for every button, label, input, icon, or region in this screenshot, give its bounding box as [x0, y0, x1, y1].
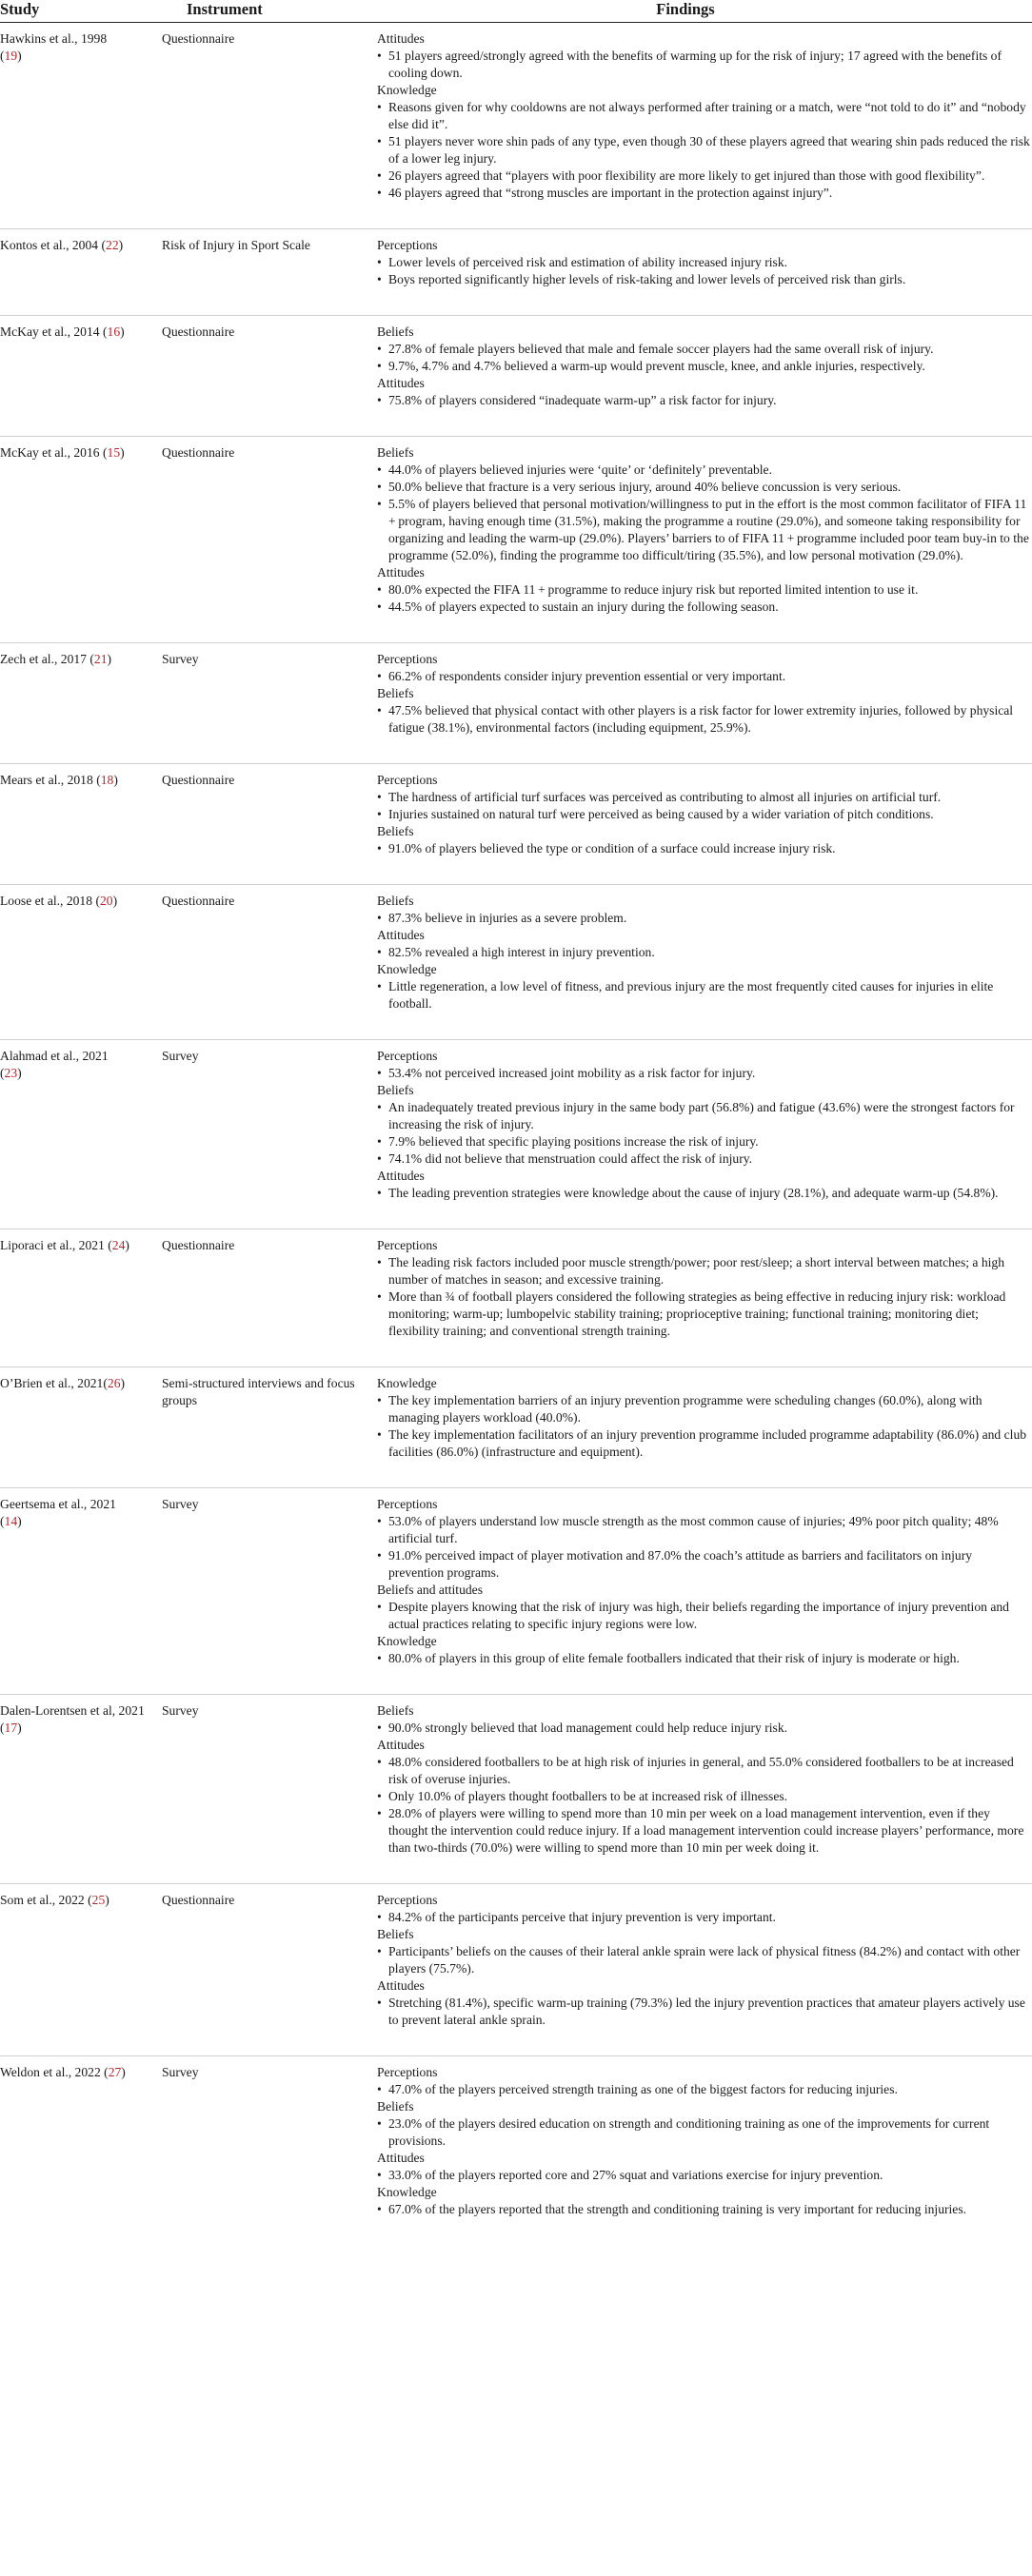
finding-item: • 47.0% of the players perceived strength training as one of the biggest factors for reducing injuries.	[377, 2081, 1030, 2098]
instrument-cell: Questionnaire	[162, 324, 235, 339]
finding-item: • 23.0% of the players desired education on strength and conditioning training as one of the improvements for current provisions.	[377, 2115, 1030, 2150]
study-citation: Weldon et al., 2022	[0, 2065, 101, 2079]
reference-number[interactable]: 23	[4, 1066, 18, 1080]
reference-link[interactable]: (25)	[88, 1893, 109, 1907]
reference-link[interactable]: (21)	[89, 652, 112, 666]
finding-section-heading: Perceptions	[377, 773, 438, 787]
study-cell	[0, 229, 162, 316]
finding-item: • The key implementation facilitators of an injury prevention programme included programme adaptability (86.0%) and club facilities (86.0%) (infrastructure and equipment).	[377, 1426, 1030, 1461]
finding-item: • 67.0% of the players reported that the strength and conditioning training is very important for reducing injuries.	[377, 2201, 1030, 2218]
finding-section-heading: Perceptions	[377, 1497, 438, 1511]
table-body	[0, 23, 1032, 2246]
instrument-cell: Survey	[162, 1703, 199, 1718]
finding-section-heading: Attitudes	[377, 565, 425, 580]
reference-number[interactable]: 25	[91, 1893, 106, 1907]
finding-list	[377, 910, 1030, 927]
finding-list	[377, 462, 1030, 564]
study-cell	[0, 1488, 162, 1695]
finding-item: • 80.0% of players in this group of elite female footballers indicated that their risk of injury is moderate or high.	[377, 1650, 1030, 1667]
finding-section-heading: Knowledge	[377, 1376, 437, 1390]
reference-link[interactable]: (24)	[108, 1238, 129, 1252]
finding-section-heading: Perceptions	[377, 1893, 438, 1907]
reference-number[interactable]: 15	[107, 445, 121, 460]
reference-link[interactable]: (16)	[102, 324, 125, 339]
study-citation: Zech et al., 2017	[0, 652, 87, 666]
finding-item: • 50.0% believe that fracture is a very serious injury, around 40% believe concussion is very serious.	[377, 479, 1030, 496]
table-row	[0, 316, 1032, 437]
findings-cell	[377, 1367, 1032, 1488]
table-row	[0, 1884, 1032, 2056]
finding-section-heading: Beliefs	[377, 1703, 414, 1718]
finding-list	[377, 1754, 1030, 1857]
finding-item: • 90.0% strongly believed that load management could help reduce injury risk.	[377, 1720, 1030, 1737]
finding-list	[377, 99, 1030, 202]
finding-item: • 47.5% believed that physical contact with other players is a risk factor for lower extremity injuries, followed by physical fatigue (38.1%), environmental factors (including equipment, 25.9%).	[377, 702, 1030, 737]
study-cell	[0, 2056, 162, 2246]
finding-list	[377, 1943, 1030, 1977]
finding-item: • Injuries sustained on natural turf were perceived as being caused by a wider variation of pitch conditions.	[377, 806, 1030, 823]
study-cell	[0, 1229, 162, 1367]
finding-item: • 53.0% of players understand low muscle strength as the most common cause of injuries; 49% poor pitch quality; 48% artificial turf.	[377, 1513, 1030, 1547]
finding-list	[377, 789, 1030, 823]
study-citation: Som et al., 2022	[0, 1893, 85, 1907]
finding-item: • 44.0% of players believed injuries were ‘quite’ or ‘definitely’ preventable.	[377, 462, 1030, 479]
finding-section-heading: Beliefs	[377, 894, 414, 908]
finding-section-heading: Perceptions	[377, 238, 438, 252]
instrument-cell: Risk of Injury in Sport Scale	[162, 238, 310, 252]
finding-item: • 26 players agreed that “players with poor flexibility are more likely to get injured than those with good flexibility”.	[377, 167, 1030, 185]
reference-link[interactable]: (14)	[0, 1514, 22, 1528]
finding-section-heading: Attitudes	[377, 1978, 425, 1993]
finding-list	[377, 1650, 1030, 1667]
finding-section-heading: Attitudes	[377, 376, 425, 390]
finding-section-heading: Beliefs	[377, 324, 414, 339]
finding-list	[377, 840, 1030, 857]
finding-section-heading: Attitudes	[377, 928, 425, 942]
study-cell	[0, 316, 162, 437]
instrument-cell: Questionnaire	[162, 1238, 235, 1252]
study-citation: Geertsema et al., 2021	[0, 1497, 116, 1511]
finding-list	[377, 392, 1030, 409]
finding-item: • 91.0% perceived impact of player motivation and 87.0% the coach’s attitude as barriers and facilitators on injury prevention programs.	[377, 1547, 1030, 1582]
finding-list	[377, 1392, 1030, 1461]
instrument-cell: Semi-structured interviews and focus groups	[162, 1376, 355, 1407]
study-citation: Alahmad et al., 2021	[0, 1049, 109, 1063]
finding-item: • 9.7%, 4.7% and 4.7% believed a warm-up would prevent muscle, knee, and ankle injuries, respectively.	[377, 358, 1030, 375]
reference-number[interactable]: 26	[107, 1376, 121, 1390]
finding-list	[377, 2167, 1030, 2184]
finding-section-heading: Knowledge	[377, 1634, 437, 1648]
finding-item: • The key implementation barriers of an injury prevention programme were scheduling changes (60.0%), along with managing players workload (40.0%).	[377, 1392, 1030, 1426]
finding-item: • 7.9% believed that specific playing positions increase the risk of injury.	[377, 1133, 1030, 1150]
finding-list	[377, 978, 1030, 1013]
table-row	[0, 229, 1032, 316]
finding-item: • Participants’ beliefs on the causes of their lateral ankle sprain were lack of physical fitness (84.2%) and contact with other players (75.7%).	[377, 1943, 1030, 1977]
instrument-cell: Survey	[162, 1497, 199, 1511]
finding-item: • Lower levels of perceived risk and estimation of ability increased injury risk.	[377, 254, 1030, 271]
finding-list	[377, 48, 1030, 82]
finding-item: • 46 players agreed that “strong muscles are important in the protection against injury”.	[377, 185, 1030, 202]
table-row	[0, 23, 1032, 229]
finding-item: • The hardness of artificial turf surfaces was perceived as contributing to almost all injuries on artificial turf.	[377, 789, 1030, 806]
finding-item: • 91.0% of players believed the type or condition of a surface could increase injury risk.	[377, 840, 1030, 857]
findings-cell	[377, 1488, 1032, 1695]
finding-section-heading: Perceptions	[377, 2065, 438, 2079]
finding-section-heading: Attitudes	[377, 2151, 425, 2165]
study-cell	[0, 1884, 162, 2056]
study-cell	[0, 643, 162, 764]
reference-number[interactable]: 21	[93, 652, 108, 666]
findings-cell	[377, 229, 1032, 316]
finding-item: • 82.5% revealed a high interest in injury prevention.	[377, 944, 1030, 961]
findings-cell	[377, 23, 1032, 229]
table-row	[0, 643, 1032, 764]
study-cell	[0, 885, 162, 1040]
finding-section-heading: Beliefs and attitudes	[377, 1583, 483, 1597]
findings-cell	[377, 1884, 1032, 2056]
instrument-cell: Survey	[162, 2065, 199, 2079]
header-study: Study	[0, 0, 162, 23]
findings-cell	[377, 1040, 1032, 1229]
finding-list	[377, 702, 1030, 737]
finding-item: • 74.1% did not believe that menstruation could affect the risk of injury.	[377, 1150, 1030, 1168]
finding-section-heading: Beliefs	[377, 445, 414, 460]
finding-list	[377, 1720, 1030, 1737]
finding-item: • Only 10.0% of players thought footballers to be at increased risk of illnesses.	[377, 1788, 1030, 1805]
finding-list	[377, 2115, 1030, 2150]
table-row	[0, 764, 1032, 885]
study-cell	[0, 1040, 162, 1229]
study-citation: Dalen-Lorentsen et al, 2021	[0, 1703, 145, 1718]
finding-section-heading: Attitudes	[377, 1738, 425, 1752]
instrument-cell: Survey	[162, 652, 199, 666]
finding-section-heading: Knowledge	[377, 962, 437, 976]
finding-item: • Despite players knowing that the risk of injury was high, their beliefs regarding the importance of injury prevention and actual practices relating to specific injury regions were low.	[377, 1599, 1030, 1633]
finding-list	[377, 1513, 1030, 1582]
header-findings: Findings	[377, 0, 1032, 23]
reference-number[interactable]: 17	[4, 1721, 18, 1735]
findings-cell	[377, 885, 1032, 1040]
finding-item: • The leading risk factors included poor muscle strength/power; poor rest/sleep; a short interval between matches; a high number of matches in season; and excessive training.	[377, 1254, 1030, 1288]
finding-item: • 48.0% considered footballers to be at high risk of injuries in general, and 55.0% considered footballers to be at increased risk of overuse injuries.	[377, 1754, 1030, 1788]
reference-number[interactable]: 14	[4, 1514, 18, 1528]
reference-number[interactable]: 27	[108, 2065, 122, 2079]
reference-link[interactable]: (19)	[0, 49, 22, 63]
study-citation: McKay et al., 2016	[0, 445, 100, 460]
finding-list	[377, 1185, 1030, 1202]
study-cell	[0, 23, 162, 229]
instrument-cell: Questionnaire	[162, 31, 235, 46]
reference-link[interactable]: (18)	[96, 773, 118, 787]
findings-cell	[377, 1229, 1032, 1367]
findings-cell	[377, 2056, 1032, 2246]
finding-list	[377, 1995, 1030, 2029]
study-cell	[0, 1367, 162, 1488]
findings-cell	[377, 643, 1032, 764]
study-citation: Mears et al., 2018	[0, 773, 93, 787]
finding-section-heading: Beliefs	[377, 824, 414, 838]
table-header-row	[0, 0, 1032, 23]
finding-item: • More than ¾ of football players considered the following strategies as being effective in reducing injury risk: workload monitoring; warm-up; lumbopelvic stability training; proprioceptive training; functional training; monitoring diet; flexibility training; and conventional strength training.	[377, 1288, 1030, 1340]
finding-item: • Reasons given for why cooldowns are not always performed after training or a match, were “not told to do it” and “nobody else did it”.	[377, 99, 1030, 133]
finding-item: • 28.0% of players were willing to spend more than 10 min per week on a load management intervention, even if they thought the intervention could reduce injury. If a load management intervention could increase players’ performance, more than two-thirds (70.0%) were willing to spend more than 10 min per week doing it.	[377, 1805, 1030, 1857]
reference-link[interactable]: (23)	[0, 1066, 22, 1080]
finding-item: • Little regeneration, a low level of fitness, and previous injury are the most frequently cited causes for injuries in elite football.	[377, 978, 1030, 1013]
finding-list	[377, 1099, 1030, 1168]
finding-item: • 44.5% of players expected to sustain an injury during the following season.	[377, 599, 1030, 616]
finding-section-heading: Perceptions	[377, 1049, 438, 1063]
finding-section-heading: Beliefs	[377, 686, 414, 700]
instrument-cell: Questionnaire	[162, 445, 235, 460]
instrument-cell: Questionnaire	[162, 1893, 235, 1907]
instrument-cell: Questionnaire	[162, 773, 235, 787]
instrument-cell: Questionnaire	[162, 894, 235, 908]
table-row	[0, 1040, 1032, 1229]
table-row	[0, 1367, 1032, 1488]
finding-list	[377, 341, 1030, 375]
findings-cell	[377, 1695, 1032, 1884]
finding-section-heading: Perceptions	[377, 1238, 438, 1252]
finding-section-heading: Attitudes	[377, 31, 425, 46]
study-citation: O’Brien et al., 2021	[0, 1376, 104, 1390]
finding-item: • An inadequately treated previous injury in the same body part (56.8%) and fatigue (43.6%) were the strongest factors for increasing the risk of injury.	[377, 1099, 1030, 1133]
table-row	[0, 1229, 1032, 1367]
finding-list	[377, 668, 1030, 685]
header-instrument: Instrument	[162, 0, 377, 23]
finding-list	[377, 1599, 1030, 1633]
study-citation: Loose et al., 2018	[0, 894, 93, 908]
finding-item: • The leading prevention strategies were knowledge about the cause of injury (28.1%), and adequate warm-up (54.8%).	[377, 1185, 1030, 1202]
findings-cell	[377, 316, 1032, 437]
table-row	[0, 1695, 1032, 1884]
finding-list	[377, 1909, 1030, 1926]
findings-cell	[377, 437, 1032, 643]
finding-item: • 75.8% of players considered “inadequate warm-up” a risk factor for injury.	[377, 392, 1030, 409]
finding-item: • 5.5% of players believed that personal motivation/willingness to put in the effort is the most common facilitator of FIFA 11 + program, having enough time (31.5%), making the programme a routine (29.0%), and someone taking responsibility for organizing and leading the warm-up (29.0%). Players’ barriers to of FIFA 11 + programme included poor team buy-in to the programme (52.0%), finding the programme too difficult/tiring (35.5%), and low personal motivation (29.0%).	[377, 496, 1030, 564]
finding-section-heading: Beliefs	[377, 2099, 414, 2114]
finding-item: • Stretching (81.4%), specific warm-up training (79.3%) led the injury prevention practices that amateur players actively use to prevent lateral ankle sprain.	[377, 1995, 1030, 2029]
finding-section-heading: Attitudes	[377, 1169, 425, 1183]
reference-number[interactable]: 19	[4, 49, 18, 63]
finding-item: • 53.4% not perceived increased joint mobility as a risk factor for injury.	[377, 1065, 1030, 1082]
study-cell	[0, 764, 162, 885]
finding-item: • 51 players agreed/strongly agreed with the benefits of warming up for the risk of injury; 17 agreed with the benefits of cooling down.	[377, 48, 1030, 82]
study-citation: Hawkins et al., 1998	[0, 31, 108, 46]
reference-number[interactable]: 20	[99, 894, 113, 908]
study-cell	[0, 437, 162, 643]
finding-section-heading: Perceptions	[377, 652, 438, 666]
finding-list	[377, 2081, 1030, 2098]
reference-number[interactable]: 18	[100, 773, 114, 787]
finding-item: • 87.3% believe in injuries as a severe problem.	[377, 910, 1030, 927]
reference-link[interactable]: (22)	[101, 238, 124, 252]
reference-number[interactable]: 24	[111, 1238, 126, 1252]
table-row	[0, 2056, 1032, 2246]
finding-item: • 84.2% of the participants perceive that injury prevention is very important.	[377, 1909, 1030, 1926]
reference-number[interactable]: 22	[106, 238, 119, 252]
reference-link[interactable]: (20)	[95, 894, 118, 908]
study-cell	[0, 1695, 162, 1884]
finding-item: • 33.0% of the players reported core and 27% squat and variations exercise for injury prevention.	[377, 2167, 1030, 2184]
table-row	[0, 437, 1032, 643]
finding-list	[377, 1065, 1030, 1082]
finding-section-heading: Beliefs	[377, 1927, 414, 1941]
table-row	[0, 1488, 1032, 1695]
finding-list	[377, 944, 1030, 961]
finding-section-heading: Beliefs	[377, 1083, 414, 1097]
table-row	[0, 885, 1032, 1040]
finding-item: • 80.0% expected the FIFA 11 + programme to reduce injury risk but reported limited intention to use it.	[377, 581, 1030, 599]
study-citation: Kontos et al., 2004	[0, 238, 99, 252]
finding-section-heading: Knowledge	[377, 83, 437, 97]
reference-link[interactable]: (17)	[0, 1721, 22, 1735]
finding-item: • 66.2% of respondents consider injury prevention essential or very important.	[377, 668, 1030, 685]
finding-section-heading: Knowledge	[377, 2185, 437, 2199]
study-citation: McKay et al., 2014	[0, 324, 100, 339]
findings-cell	[377, 764, 1032, 885]
finding-item: • 51 players never wore shin pads of any type, even though 30 of these players agreed that wearing shin pads reduced the risk of a lower leg injury.	[377, 133, 1030, 167]
finding-item: • Boys reported significantly higher levels of risk-taking and lower levels of perceived risk than girls.	[377, 271, 1030, 288]
reference-link[interactable]: (27)	[104, 2065, 126, 2079]
reference-link[interactable]: (26)	[103, 1376, 126, 1390]
reference-number[interactable]: 16	[107, 324, 121, 339]
reference-link[interactable]: (15)	[102, 445, 125, 460]
finding-list	[377, 254, 1030, 288]
finding-list	[377, 2201, 1030, 2218]
instrument-cell: Survey	[162, 1049, 199, 1063]
finding-item: • 27.8% of female players believed that male and female soccer players had the same overall risk of injury.	[377, 341, 1030, 358]
finding-list	[377, 581, 1030, 616]
study-citation: Liporaci et al., 2021	[0, 1238, 105, 1252]
finding-list	[377, 1254, 1030, 1340]
